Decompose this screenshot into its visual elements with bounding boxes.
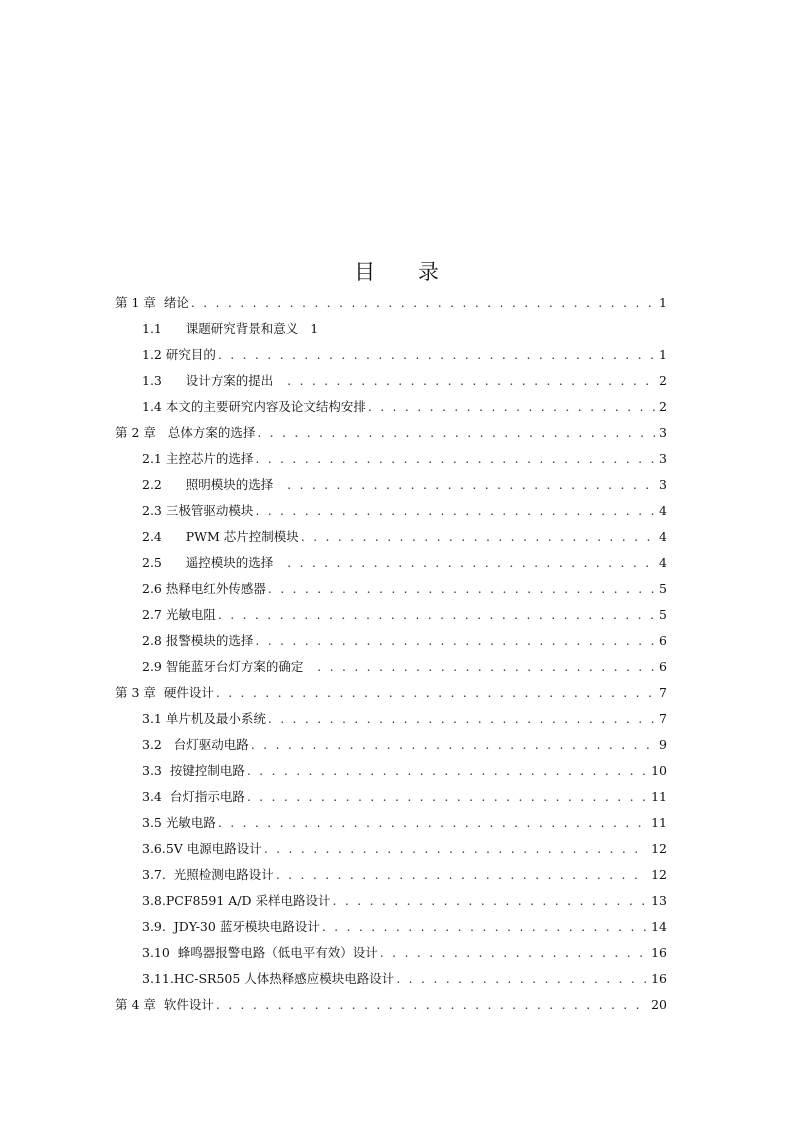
toc-entry-page: 3	[659, 476, 667, 492]
toc-entry-page: 13	[651, 892, 667, 908]
toc-entry-label: 2.4 PWM 芯片控制模块	[142, 529, 299, 544]
toc-entry-page: 3	[659, 450, 667, 466]
toc-entry-page: 7	[659, 710, 667, 726]
toc-entry-page: 11	[651, 788, 667, 804]
toc-entry-label: 1.2 研究目的	[142, 347, 216, 362]
toc-dot-leader	[266, 711, 655, 726]
toc-title: 目 录	[354, 260, 457, 284]
toc-entry-page: 6	[659, 632, 667, 648]
toc-dot-leader	[320, 919, 647, 934]
toc-dot-leader	[378, 945, 647, 960]
toc-entry-label: 3.7. 光照检测电路设计	[142, 867, 274, 882]
toc-entry-label: 3.1 单片机及最小系统	[142, 711, 266, 726]
toc-entry-page: 12	[651, 866, 667, 882]
toc-entry-label: 第 2 章 总体方案的选择	[115, 425, 256, 440]
toc-entry-label: 3.6.5V 电源电路设计	[142, 841, 262, 856]
toc-entry-label: 3.2 台灯驱动电路	[142, 737, 249, 752]
toc-dot-leader	[366, 399, 655, 414]
toc-dot-leader	[214, 997, 647, 1012]
toc-entry-label: 2.3 三极管驱动模块	[142, 503, 254, 518]
toc-entry-page: 1	[659, 294, 667, 310]
toc-entry-label: 3.5 光敏电路	[142, 815, 216, 830]
toc-entry-page: 5	[659, 580, 667, 596]
toc-section-entry[interactable]	[115, 861, 667, 887]
toc-entry-page: 2	[659, 372, 667, 388]
toc-entry-label: 3.4 台灯指示电路	[142, 789, 245, 804]
table-of-contents	[115, 289, 667, 1017]
toc-section-entry[interactable]	[115, 835, 667, 861]
toc-dot-leader	[255, 425, 655, 440]
toc-entry-label: 3.8.PCF8591 A/D 采样电路设计	[142, 893, 331, 908]
toc-section-entry[interactable]	[115, 627, 667, 653]
toc-entry-page: 16	[651, 944, 667, 960]
toc-section-entry[interactable]	[115, 575, 667, 601]
toc-entry-label: 3.11.HC-SR505 人体热释感应模块电路设计	[142, 971, 395, 986]
toc-dot-leader	[253, 451, 655, 466]
toc-dot-leader	[331, 893, 648, 908]
toc-entry-label: 2.1 主控芯片的选择	[142, 451, 254, 466]
toc-entry-page: 7	[659, 684, 667, 700]
toc-entry-page: 1	[659, 346, 667, 362]
toc-entry-label: 2.2 照明模块的选择	[142, 477, 286, 492]
toc-dot-leader	[285, 477, 655, 492]
toc-section-entry[interactable]	[115, 809, 667, 835]
toc-entry-page: 4	[659, 554, 667, 570]
toc-entry-label: 第 1 章 绪论	[115, 295, 189, 310]
toc-section-entry[interactable]	[115, 939, 667, 965]
toc-entry-page: 20	[651, 996, 667, 1012]
toc-dot-leader	[216, 607, 655, 622]
toc-section-entry[interactable]	[115, 445, 667, 471]
toc-entry-page: 2	[659, 398, 667, 414]
toc-entry-label: 1.3 设计方案的提出	[142, 373, 286, 388]
toc-entry-label: 1.1 课题研究背景和意义	[142, 321, 299, 336]
toc-section-entry[interactable]	[115, 367, 667, 393]
toc-chapter-entry[interactable]	[115, 679, 667, 705]
toc-section-entry[interactable]	[115, 549, 667, 575]
toc-section-entry[interactable]	[115, 783, 667, 809]
toc-entry-page: 4	[659, 502, 667, 518]
toc-section-entry[interactable]	[115, 341, 667, 367]
toc-entry-page: 4	[659, 528, 667, 544]
toc-dot-leader	[249, 737, 655, 752]
toc-dot-leader	[299, 529, 655, 544]
toc-section-entry[interactable]	[115, 497, 667, 523]
toc-entry-label: 3.10 蜂鸣器报警电路（低电平有效）设计	[142, 945, 378, 960]
toc-entry-page: 5	[659, 606, 667, 622]
toc-dot-leader	[216, 815, 647, 830]
toc-section-entry[interactable]	[115, 471, 667, 497]
toc-entry-page: 10	[651, 762, 667, 778]
toc-section-entry[interactable]	[115, 731, 667, 757]
toc-entry-page: 11	[651, 814, 667, 830]
toc-entry-label: 2.5 遥控模块的选择	[142, 555, 286, 570]
toc-section-entry[interactable]	[115, 523, 667, 549]
toc-dot-leader	[266, 581, 655, 596]
toc-section-entry[interactable]	[115, 757, 667, 783]
toc-entry-page: 12	[651, 840, 667, 856]
toc-entry-page: 1	[310, 320, 319, 336]
toc-section-entry[interactable]	[115, 393, 667, 419]
toc-entry-label: 1.4 本文的主要研究内容及论文结构安排	[142, 399, 366, 414]
toc-dot-leader	[394, 971, 647, 986]
toc-entry-label: 3.9. JDY-30 蓝牙模块电路设计	[142, 919, 320, 934]
toc-dot-leader	[189, 295, 655, 310]
toc-section-entry[interactable]	[115, 965, 667, 991]
toc-section-entry[interactable]	[115, 653, 667, 679]
toc-entry-page: 3	[659, 424, 667, 440]
toc-dot-leader	[245, 789, 647, 804]
toc-section-entry[interactable]	[115, 913, 667, 939]
toc-dot-leader	[285, 373, 655, 388]
toc-chapter-entry[interactable]	[115, 289, 667, 315]
toc-entry-page: 14	[651, 918, 667, 934]
toc-entry-label: 2.8 报警模块的选择	[142, 633, 254, 648]
toc-dot-leader	[245, 763, 647, 778]
toc-entry-label: 第 3 章 硬件设计	[115, 685, 214, 700]
toc-section-entry[interactable]	[115, 887, 667, 913]
toc-chapter-entry[interactable]	[115, 991, 667, 1017]
toc-chapter-entry[interactable]	[115, 419, 667, 445]
toc-section-entry[interactable]	[115, 315, 667, 341]
toc-dot-leader	[253, 633, 655, 648]
toc-dot-leader	[253, 503, 655, 518]
toc-entry-page: 9	[659, 736, 667, 752]
toc-section-entry[interactable]	[115, 601, 667, 627]
toc-entry-label: 2.9 智能蓝牙台灯方案的确定	[142, 659, 316, 674]
toc-entry-label: 2.6 热释电红外传感器	[142, 581, 266, 596]
toc-entry-page: 6	[659, 658, 667, 674]
toc-dot-leader	[285, 555, 655, 570]
toc-section-entry[interactable]	[115, 705, 667, 731]
toc-dot-leader	[262, 841, 647, 856]
toc-dot-leader	[216, 347, 655, 362]
toc-dot-leader	[315, 659, 655, 674]
toc-entry-label: 第 4 章 软件设计	[115, 997, 214, 1012]
toc-dot-leader	[274, 867, 647, 882]
toc-entry-label: 3.3 按键控制电路	[142, 763, 245, 778]
toc-entry-page: 16	[651, 970, 667, 986]
toc-entry-label: 2.7 光敏电阻	[142, 607, 216, 622]
toc-dot-leader	[214, 685, 655, 700]
